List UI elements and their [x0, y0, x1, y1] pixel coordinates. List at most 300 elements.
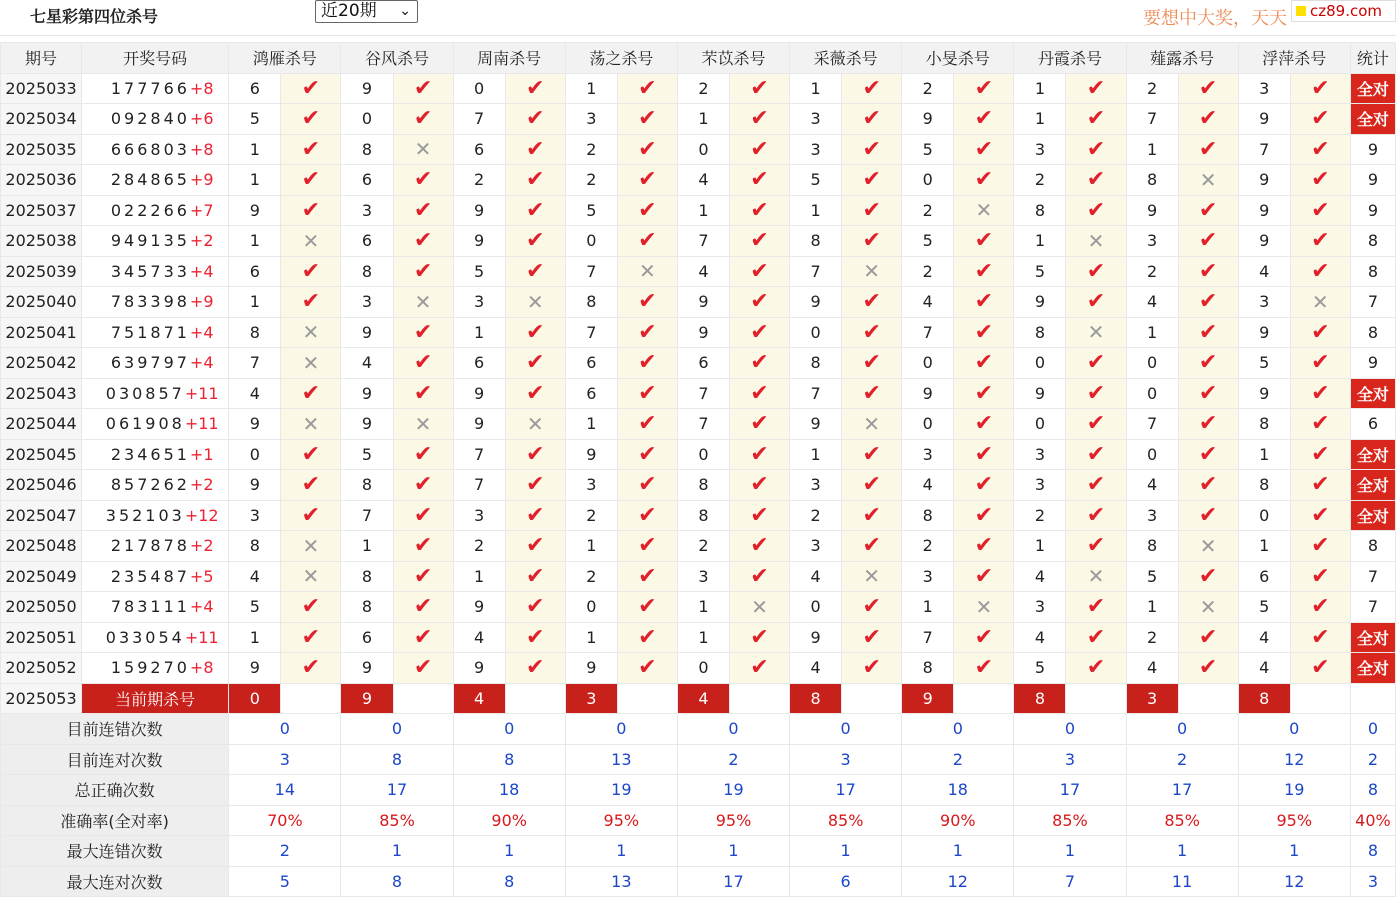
- check-icon: [393, 226, 453, 257]
- kill-number: 4: [790, 653, 842, 684]
- kill-number: 6: [341, 226, 393, 257]
- kill-number: 1: [1126, 592, 1178, 623]
- cross-icon: [1066, 226, 1126, 257]
- check-icon: [729, 104, 789, 135]
- kill-number: 9: [677, 317, 729, 348]
- draw-number-cell: [82, 439, 229, 470]
- check-icon: [1290, 104, 1350, 135]
- cross-icon: [281, 409, 341, 440]
- check-icon: [1290, 561, 1350, 592]
- column-header: 鸿雁杀号: [229, 43, 341, 74]
- kill-number: 3: [229, 500, 281, 531]
- kill-number: 2: [453, 165, 505, 196]
- kill-number: 9: [1238, 378, 1290, 409]
- stat-cell: 8: [1350, 531, 1395, 562]
- current-kill-blank: [842, 683, 902, 714]
- summary-value: 0: [1126, 714, 1238, 745]
- check-icon: [954, 561, 1014, 592]
- check-icon: [1290, 500, 1350, 531]
- kill-number: 3: [1014, 470, 1066, 501]
- kill-number: 1: [229, 165, 281, 196]
- kill-number: 0: [902, 409, 954, 440]
- kill-number: 8: [790, 348, 842, 379]
- summary-value: 3: [1014, 744, 1126, 775]
- kill-number: 8: [677, 500, 729, 531]
- kill-number: 2: [1126, 256, 1178, 287]
- kill-number: 8: [341, 561, 393, 592]
- summary-value: 19: [677, 775, 789, 806]
- period-cell: 2025042: [1, 348, 82, 379]
- check-icon: [842, 104, 902, 135]
- check-icon: [954, 317, 1014, 348]
- draw-bonus: +7: [189, 200, 214, 220]
- check-icon: [729, 561, 789, 592]
- stat-cell: 全对: [1350, 104, 1395, 135]
- summary-value: 17: [790, 775, 902, 806]
- check-icon: [954, 439, 1014, 470]
- kill-number: 8: [341, 134, 393, 165]
- kill-number: 8: [341, 256, 393, 287]
- kill-number: 3: [1126, 500, 1178, 531]
- check-icon: [1290, 592, 1350, 623]
- draw-bonus: +2: [189, 475, 214, 495]
- check-icon: [281, 378, 341, 409]
- kill-number: 9: [341, 378, 393, 409]
- check-icon: [842, 226, 902, 257]
- kill-number: 2: [902, 195, 954, 226]
- kill-number: 0: [677, 439, 729, 470]
- stat-cell: 7: [1350, 561, 1395, 592]
- check-icon: [393, 317, 453, 348]
- kill-number: 8: [1126, 531, 1178, 562]
- draw-digits: 345733: [110, 261, 190, 281]
- kill-number: 9: [1238, 165, 1290, 196]
- period-cell: 2025053: [1, 683, 82, 714]
- draw-bonus: +2: [189, 231, 214, 251]
- summary-value: 0: [1014, 714, 1126, 745]
- table-row: [1, 622, 1396, 653]
- kill-number: 6: [565, 348, 617, 379]
- summary-value: 17: [1014, 775, 1126, 806]
- table-row: [1, 317, 1396, 348]
- kill-number: 4: [790, 561, 842, 592]
- kill-number: 1: [565, 73, 617, 104]
- summary-value: 2: [1126, 744, 1238, 775]
- kill-number: 0: [902, 348, 954, 379]
- period-cell: 2025038: [1, 226, 82, 257]
- stat-cell: 8: [1350, 256, 1395, 287]
- draw-digits: 177766: [110, 78, 190, 98]
- check-icon: [954, 470, 1014, 501]
- kill-number: 1: [1014, 531, 1066, 562]
- draw-number-cell: [82, 470, 229, 501]
- check-icon: [393, 378, 453, 409]
- kill-number: 9: [341, 409, 393, 440]
- table-row: [1, 256, 1396, 287]
- kill-number: 2: [1014, 500, 1066, 531]
- check-icon: [617, 348, 677, 379]
- table-row: [1, 561, 1396, 592]
- kill-number: 4: [1238, 653, 1290, 684]
- check-icon: [281, 622, 341, 653]
- check-icon: [617, 531, 677, 562]
- summary-value: 90%: [902, 805, 1014, 836]
- kill-number: 4: [1126, 287, 1178, 318]
- check-icon: [617, 409, 677, 440]
- kill-number: 5: [1014, 256, 1066, 287]
- check-icon: [505, 653, 565, 684]
- check-icon: [1290, 256, 1350, 287]
- site-badge-link[interactable]: [1291, 0, 1396, 22]
- check-icon: [1066, 470, 1126, 501]
- check-icon: [1290, 226, 1350, 257]
- kill-number: 9: [1238, 317, 1290, 348]
- summary-value: 1: [341, 836, 453, 867]
- kill-number: 4: [1014, 622, 1066, 653]
- kill-number: 2: [790, 500, 842, 531]
- summary-value: 8: [341, 744, 453, 775]
- summary-value: 1: [677, 836, 789, 867]
- summary-value: 13: [565, 744, 677, 775]
- current-kill-blank: [505, 683, 565, 714]
- summary-row: [1, 866, 1396, 897]
- period-cell: 2025046: [1, 470, 82, 501]
- check-icon: [505, 195, 565, 226]
- kill-number: 5: [902, 134, 954, 165]
- check-icon: [393, 500, 453, 531]
- check-icon: [729, 348, 789, 379]
- summary-value: 3: [1350, 866, 1395, 897]
- summary-label: 准确率(全对率): [1, 805, 229, 836]
- draw-number-cell: [82, 348, 229, 379]
- current-stat-blank: [1350, 683, 1395, 714]
- stat-cell: 8: [1350, 226, 1395, 257]
- summary-value: 0: [902, 714, 1014, 745]
- summary-value: 14: [229, 775, 341, 806]
- current-kill-blank: [1178, 683, 1238, 714]
- table-row: [1, 500, 1396, 531]
- kill-number: 5: [1014, 653, 1066, 684]
- summary-value: 11: [1126, 866, 1238, 897]
- check-icon: [617, 73, 677, 104]
- kill-number: 9: [565, 439, 617, 470]
- kill-number: 1: [565, 409, 617, 440]
- period-cell: 2025052: [1, 653, 82, 684]
- draw-bonus: +11: [184, 627, 219, 647]
- current-kill-number: 9: [902, 683, 954, 714]
- current-kill-number: 3: [565, 683, 617, 714]
- kill-number: 4: [341, 348, 393, 379]
- current-kill-blank: [393, 683, 453, 714]
- summary-value: 0: [1238, 714, 1350, 745]
- kill-number: 8: [1238, 470, 1290, 501]
- current-kill-number: 9: [341, 683, 393, 714]
- check-icon: [954, 531, 1014, 562]
- check-icon: [281, 134, 341, 165]
- summary-value: 17: [341, 775, 453, 806]
- draw-digits: 022266: [110, 200, 190, 220]
- check-icon: [1290, 165, 1350, 196]
- check-icon: [842, 165, 902, 196]
- kill-number: 9: [1014, 378, 1066, 409]
- kill-number: 8: [341, 592, 393, 623]
- check-icon: [617, 317, 677, 348]
- period-cell: 2025050: [1, 592, 82, 623]
- check-icon: [1066, 287, 1126, 318]
- column-header: 丹霞杀号: [1014, 43, 1126, 74]
- kill-number: 9: [790, 287, 842, 318]
- draw-digits: 783398: [110, 292, 190, 312]
- kill-number: 0: [453, 73, 505, 104]
- summary-value: 0: [341, 714, 453, 745]
- kill-number: 7: [453, 470, 505, 501]
- summary-value: 17: [1126, 775, 1238, 806]
- cross-icon: [1290, 287, 1350, 318]
- kill-number: 1: [1014, 226, 1066, 257]
- summary-value: 2: [1350, 744, 1395, 775]
- check-icon: [1290, 348, 1350, 379]
- check-icon: [842, 592, 902, 623]
- current-kill-number: 8: [790, 683, 842, 714]
- period-cell: 2025039: [1, 256, 82, 287]
- check-icon: [281, 439, 341, 470]
- kill-number: 8: [341, 470, 393, 501]
- draw-number-cell: [82, 592, 229, 623]
- stat-cell: 7: [1350, 287, 1395, 318]
- check-icon: [729, 378, 789, 409]
- kill-number: 4: [1238, 622, 1290, 653]
- kill-number: 8: [229, 531, 281, 562]
- summary-label: 总正确次数: [1, 775, 229, 806]
- draw-digits: 751871: [110, 322, 190, 342]
- kill-number: 6: [341, 165, 393, 196]
- kill-number: 2: [902, 256, 954, 287]
- check-icon: [505, 500, 565, 531]
- cross-icon: [281, 348, 341, 379]
- check-icon: [1066, 165, 1126, 196]
- draw-bonus: +4: [189, 261, 214, 281]
- kill-number: 3: [1238, 287, 1290, 318]
- kill-number: 3: [790, 531, 842, 562]
- draw-digits: 352103: [105, 505, 185, 525]
- check-icon: [393, 73, 453, 104]
- stat-cell: 7: [1350, 592, 1395, 623]
- kill-number: 1: [229, 622, 281, 653]
- cross-icon: [1178, 165, 1238, 196]
- summary-label: 目前连对次数: [1, 744, 229, 775]
- check-icon: [505, 317, 565, 348]
- kill-number: 0: [1126, 348, 1178, 379]
- kill-number: 9: [1238, 104, 1290, 135]
- kill-number: 1: [229, 287, 281, 318]
- period-cell: 2025043: [1, 378, 82, 409]
- kill-number: 3: [790, 470, 842, 501]
- check-icon: [617, 561, 677, 592]
- cross-icon: [842, 561, 902, 592]
- check-icon: [1066, 531, 1126, 562]
- kill-number: 7: [677, 226, 729, 257]
- kill-number: 1: [790, 195, 842, 226]
- kill-number: 0: [1126, 439, 1178, 470]
- kill-number: 2: [1126, 73, 1178, 104]
- draw-number-cell: [82, 73, 229, 104]
- summary-value: 0: [453, 714, 565, 745]
- column-header: 周南杀号: [453, 43, 565, 74]
- badge-square-icon: [1296, 6, 1306, 16]
- check-icon: [617, 653, 677, 684]
- draw-number-cell: [82, 287, 229, 318]
- check-icon: [393, 165, 453, 196]
- check-icon: [1066, 256, 1126, 287]
- kill-number: 9: [341, 653, 393, 684]
- kill-number: 6: [453, 348, 505, 379]
- check-icon: [393, 531, 453, 562]
- check-icon: [842, 73, 902, 104]
- kill-number: 5: [453, 256, 505, 287]
- stat-cell: 9: [1350, 134, 1395, 165]
- period-range-select[interactable]: [315, 0, 418, 23]
- kill-number: 5: [229, 592, 281, 623]
- check-icon: [505, 378, 565, 409]
- stat-cell: 6: [1350, 409, 1395, 440]
- kill-number: 1: [341, 531, 393, 562]
- check-icon: [393, 104, 453, 135]
- summary-label: 最大连错次数: [1, 836, 229, 867]
- kill-number: 2: [677, 73, 729, 104]
- check-icon: [617, 226, 677, 257]
- check-icon: [729, 134, 789, 165]
- summary-value: 85%: [1126, 805, 1238, 836]
- kill-number: 2: [677, 531, 729, 562]
- kill-number: 3: [1126, 226, 1178, 257]
- check-icon: [1178, 195, 1238, 226]
- column-header: 荡之杀号: [565, 43, 677, 74]
- kill-number: 4: [229, 378, 281, 409]
- current-kill-number: 4: [453, 683, 505, 714]
- check-icon: [505, 73, 565, 104]
- kill-number: 9: [677, 287, 729, 318]
- draw-digits: 159270: [110, 658, 190, 678]
- check-icon: [1178, 104, 1238, 135]
- draw-bonus: +8: [189, 78, 214, 98]
- check-icon: [617, 622, 677, 653]
- kill-number: 9: [453, 378, 505, 409]
- draw-number-cell: [82, 561, 229, 592]
- check-icon: [505, 470, 565, 501]
- kill-number: 1: [677, 104, 729, 135]
- check-icon: [1066, 622, 1126, 653]
- kill-number: 0: [341, 104, 393, 135]
- draw-bonus: +4: [189, 597, 214, 617]
- summary-value: 8: [453, 744, 565, 775]
- check-icon: [729, 256, 789, 287]
- check-icon: [505, 561, 565, 592]
- current-kill-number: 3: [1126, 683, 1178, 714]
- check-icon: [393, 653, 453, 684]
- check-icon: [954, 348, 1014, 379]
- cross-icon: [954, 592, 1014, 623]
- check-icon: [1066, 500, 1126, 531]
- cross-icon: [1178, 531, 1238, 562]
- kill-number: 4: [229, 561, 281, 592]
- stat-cell: 全对: [1350, 622, 1395, 653]
- check-icon: [842, 622, 902, 653]
- cross-icon: [281, 531, 341, 562]
- stat-cell: 全对: [1350, 500, 1395, 531]
- draw-number-cell: [82, 104, 229, 135]
- current-kill-blank: [1290, 683, 1350, 714]
- kill-number: 3: [453, 500, 505, 531]
- summary-value: 0: [677, 714, 789, 745]
- table-row: [1, 531, 1396, 562]
- kill-number: 3: [1014, 592, 1066, 623]
- check-icon: [505, 348, 565, 379]
- kill-number: 9: [453, 592, 505, 623]
- kill-number: 9: [229, 653, 281, 684]
- draw-bonus: +11: [184, 414, 219, 434]
- check-icon: [954, 226, 1014, 257]
- check-icon: [393, 256, 453, 287]
- check-icon: [954, 409, 1014, 440]
- column-header: 期号: [1, 43, 82, 74]
- kill-number-table: [0, 42, 1396, 897]
- kill-number: 2: [902, 531, 954, 562]
- site-badge-text: cz89.com: [1310, 2, 1383, 20]
- draw-number-cell: [82, 134, 229, 165]
- check-icon: [954, 73, 1014, 104]
- cross-icon: [505, 287, 565, 318]
- period-cell: 2025036: [1, 165, 82, 196]
- kill-number: 7: [790, 378, 842, 409]
- check-icon: [1178, 409, 1238, 440]
- summary-value: 1: [565, 836, 677, 867]
- check-icon: [617, 134, 677, 165]
- kill-number: 7: [1126, 104, 1178, 135]
- kill-number: 0: [790, 592, 842, 623]
- draw-bonus: +1: [189, 444, 214, 464]
- page-title: 七星彩第四位杀号: [30, 7, 159, 26]
- stat-cell: 全对: [1350, 439, 1395, 470]
- kill-number: 7: [902, 317, 954, 348]
- current-kill-label: 当前期杀号: [82, 683, 229, 714]
- draw-number-cell: [82, 226, 229, 257]
- check-icon: [617, 104, 677, 135]
- check-icon: [842, 317, 902, 348]
- kill-number: 0: [1238, 500, 1290, 531]
- table-row: [1, 104, 1396, 135]
- kill-number: 8: [790, 226, 842, 257]
- kill-number: 3: [453, 287, 505, 318]
- check-icon: [842, 531, 902, 562]
- draw-number-cell: [82, 500, 229, 531]
- cross-icon: [393, 134, 453, 165]
- kill-number: 5: [1238, 348, 1290, 379]
- kill-number: 0: [677, 134, 729, 165]
- stat-cell: 9: [1350, 195, 1395, 226]
- current-kill-blank: [729, 683, 789, 714]
- kill-number: 6: [453, 134, 505, 165]
- check-icon: [617, 378, 677, 409]
- period-cell: 2025040: [1, 287, 82, 318]
- summary-row: [1, 775, 1396, 806]
- draw-digits: 857262: [110, 475, 190, 495]
- kill-number: 5: [565, 195, 617, 226]
- summary-value: 8: [1350, 775, 1395, 806]
- check-icon: [729, 73, 789, 104]
- draw-digits: 234651: [110, 444, 190, 464]
- kill-number: 4: [1014, 561, 1066, 592]
- table-row: [1, 287, 1396, 318]
